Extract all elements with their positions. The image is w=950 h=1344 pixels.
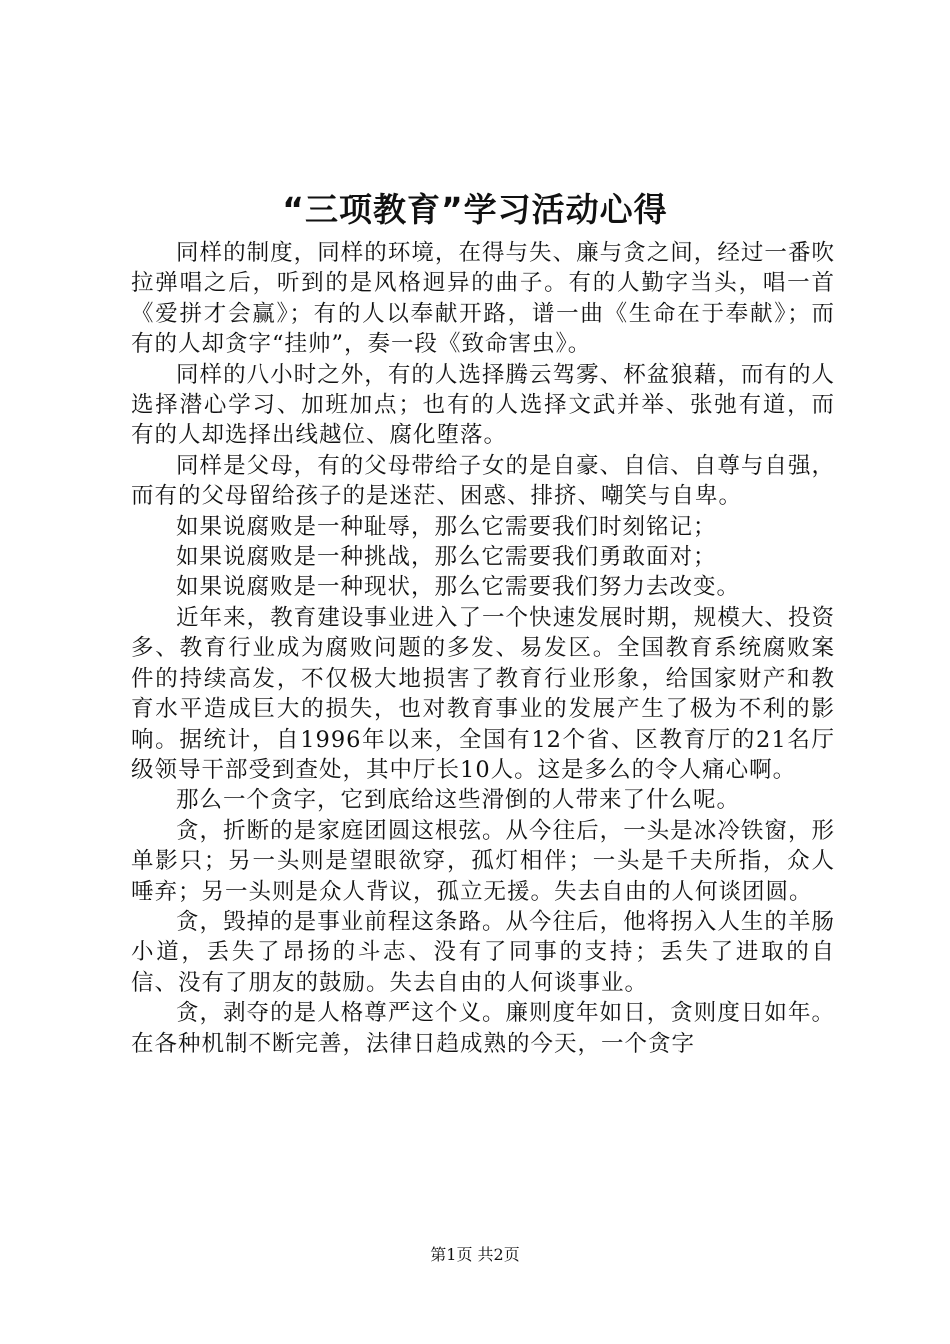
paragraph: 同样的八小时之外，有的人选择腾云驾雾、杯盆狼藉，而有的人选择潜心学习、加班加点；也有的人选择文武并举、张弛有道，而有的人却选择出线越位、腐化堕落。: [131, 361, 835, 449]
paragraph: 贪，毁掉的是事业前程这条路。从今往后，他将拐入人生的羊肠小道，丢失了昂扬的斗志、没有了同事的支持；丢失了进取的自信、没有了朋友的鼓励。失去自由的人何谈事业。: [131, 908, 835, 996]
paragraph: 贪，折断的是家庭团圆这根弦。从今往后，一头是冰冷铁窗，形单影只；另一头则是望眼欲穿，孤灯相伴；一头是千夫所指，众人唾弃；另一头则是众人背议，孤立无援。失去自由的人何谈团圆。: [131, 817, 835, 905]
paragraph: 同样的制度，同样的环境，在得与失、廉与贪之间，经过一番吹拉弹唱之后，听到的是风格迥异的曲子。有的人勤字当头，唱一首《爱拼才会赢》；有的人以奉献开路，谱一曲《生命在于奉献》；而有的人却贪字“挂帅”，奏一段《致命害虫》。: [131, 240, 835, 358]
page-footer: 第1页 共2页: [430, 1245, 520, 1264]
paragraph: 如果说腐败是一种耻辱，那么它需要我们时刻铭记；: [176, 513, 717, 540]
paragraph: 贪，剥夺的是人格尊严这个义。廉则度年如日，贪则度日如年。在各种机制不断完善，法律日趋成熟的今天，一个贪字: [131, 1000, 835, 1057]
paragraph: 同样是父母，有的父母带给子女的是自豪、自信、自尊与自强，而有的父母留给孩子的是迷茫、困惑、排挤、嘲笑与自卑。: [131, 452, 835, 510]
paragraph: 如果说腐败是一种挑战，那么它需要我们勇敢面对；: [176, 544, 717, 571]
paragraph: 如果说腐败是一种现状，那么它需要我们努力去改变。: [176, 574, 741, 601]
body-text: [131, 238, 835, 1059]
paragraph: 近年来，教育建设事业进入了一个快速发展时期，规模大、投资多、教育行业成为腐败问题的多发、易发区。全国教育系统腐败案件的持续高发，不仅极大地损害了教育行业形象，给国家财产和教育水平造成巨大的损失，也对教育事业的发展产生了极为不利的影响。据统计，自1996年以来，全国有12个省、区教育厅的21名厅级领导干部受到查处，其中厅长10人。这是多么的令人痛心啊。: [131, 604, 835, 783]
paragraph: 那么一个贪字，它到底给这些滑倒的人带来了什么呢。: [176, 787, 741, 814]
page-title: “三项教育”学习活动心得: [282, 190, 668, 229]
